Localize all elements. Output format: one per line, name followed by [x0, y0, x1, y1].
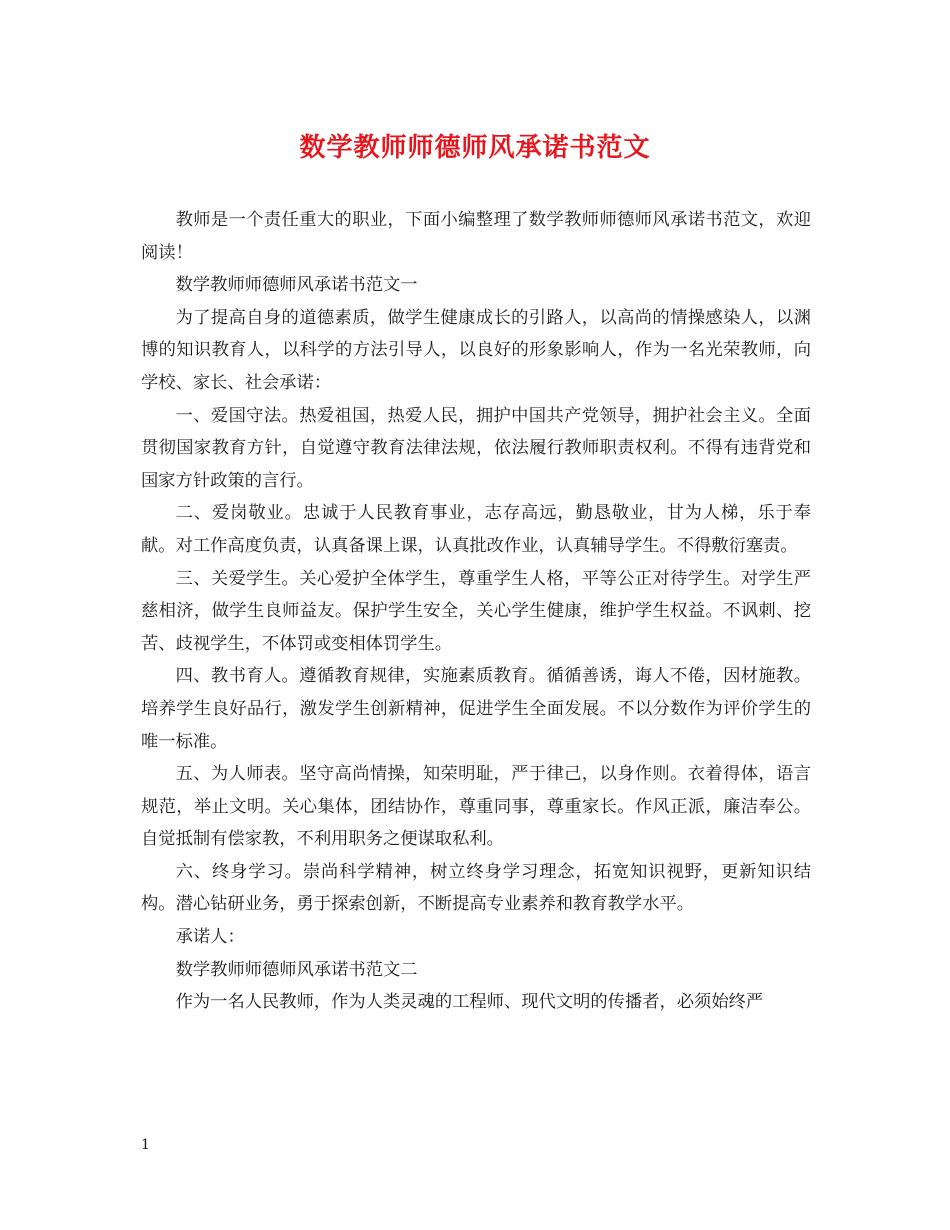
paragraph-item-1: 一、爱国守法。热爱祖国，热爱人民，拥护中国共产党领导，拥护社会主义。全面贯彻国家教育方针，自觉遵守教育法律法规，依法履行教师职责权利。不得有违背党和国家方针政策的言行。	[141, 405, 811, 491]
paragraph-intro: 教师是一个责任重大的职业，下面小编整理了数学教师师德师风承诺书范文，欢迎阅读！	[141, 210, 811, 263]
section-heading-1: 数学教师师德师风承诺书范文一	[175, 275, 418, 296]
paragraph-item-4: 四、教书育人。遵循教育规律，实施素质教育。循循善诱，诲人不倦，因材施教。培养学生良好品行，激发学生创新精神，促进学生全面发展。不以分数作为评价学生的唯一标准。	[141, 666, 811, 752]
page-number: 1	[141, 1137, 150, 1153]
document-title: 数学教师师德师风承诺书范文	[299, 133, 651, 163]
document-body	[141, 204, 811, 1019]
paragraph-item-3: 三、关爱学生。关心爱护全体学生，尊重学生人格，平等公正对待学生。对学生严慈相济，做学生良师益友。保护学生安全，关心学生健康，维护学生权益。不讽刺、挖苦、歧视学生，不体罚或变相体罚学生。	[141, 568, 811, 654]
signature-line: 承诺人：	[175, 927, 245, 948]
paragraph-item-5: 五、为人师表。坚守高尚情操，知荣明耻，严于律己，以身作则。衣着得体，语言规范，举止文明。关心集体，团结协作，尊重同事，尊重家长。作风正派，廉洁奉公。自觉抵制有偿家教，不利用职务之便谋取私利。	[141, 764, 811, 850]
paragraph-section-2-start: 作为一名人民教师，作为人类灵魂的工程师、现代文明的传播者，必须始终严	[175, 992, 764, 1013]
section-heading-2: 数学教师师德师风承诺书范文二	[175, 959, 418, 980]
paragraph-item-2: 二、爱岗敬业。忠诚于人民教育事业，志存高远，勤恳敬业，甘为人梯，乐于奉献。对工作高度负责，认真备课上课，认真批改作业，认真辅导学生。不得敷衍塞责。	[141, 503, 811, 556]
paragraph-item-6: 六、终身学习。崇尚科学精神，树立终身学习理念，拓宽知识视野，更新知识结构。潜心钻研业务，勇于探索创新，不断提高专业素养和教育教学水平。	[141, 861, 811, 915]
paragraph-preamble: 为了提高自身的道德素质，做学生健康成长的引路人，以高尚的情操感染人，以渊博的知识教育人，以科学的方法引导人，以良好的形象影响人，作为一名光荣教师，向学校、家长、社会承诺：	[141, 307, 811, 393]
